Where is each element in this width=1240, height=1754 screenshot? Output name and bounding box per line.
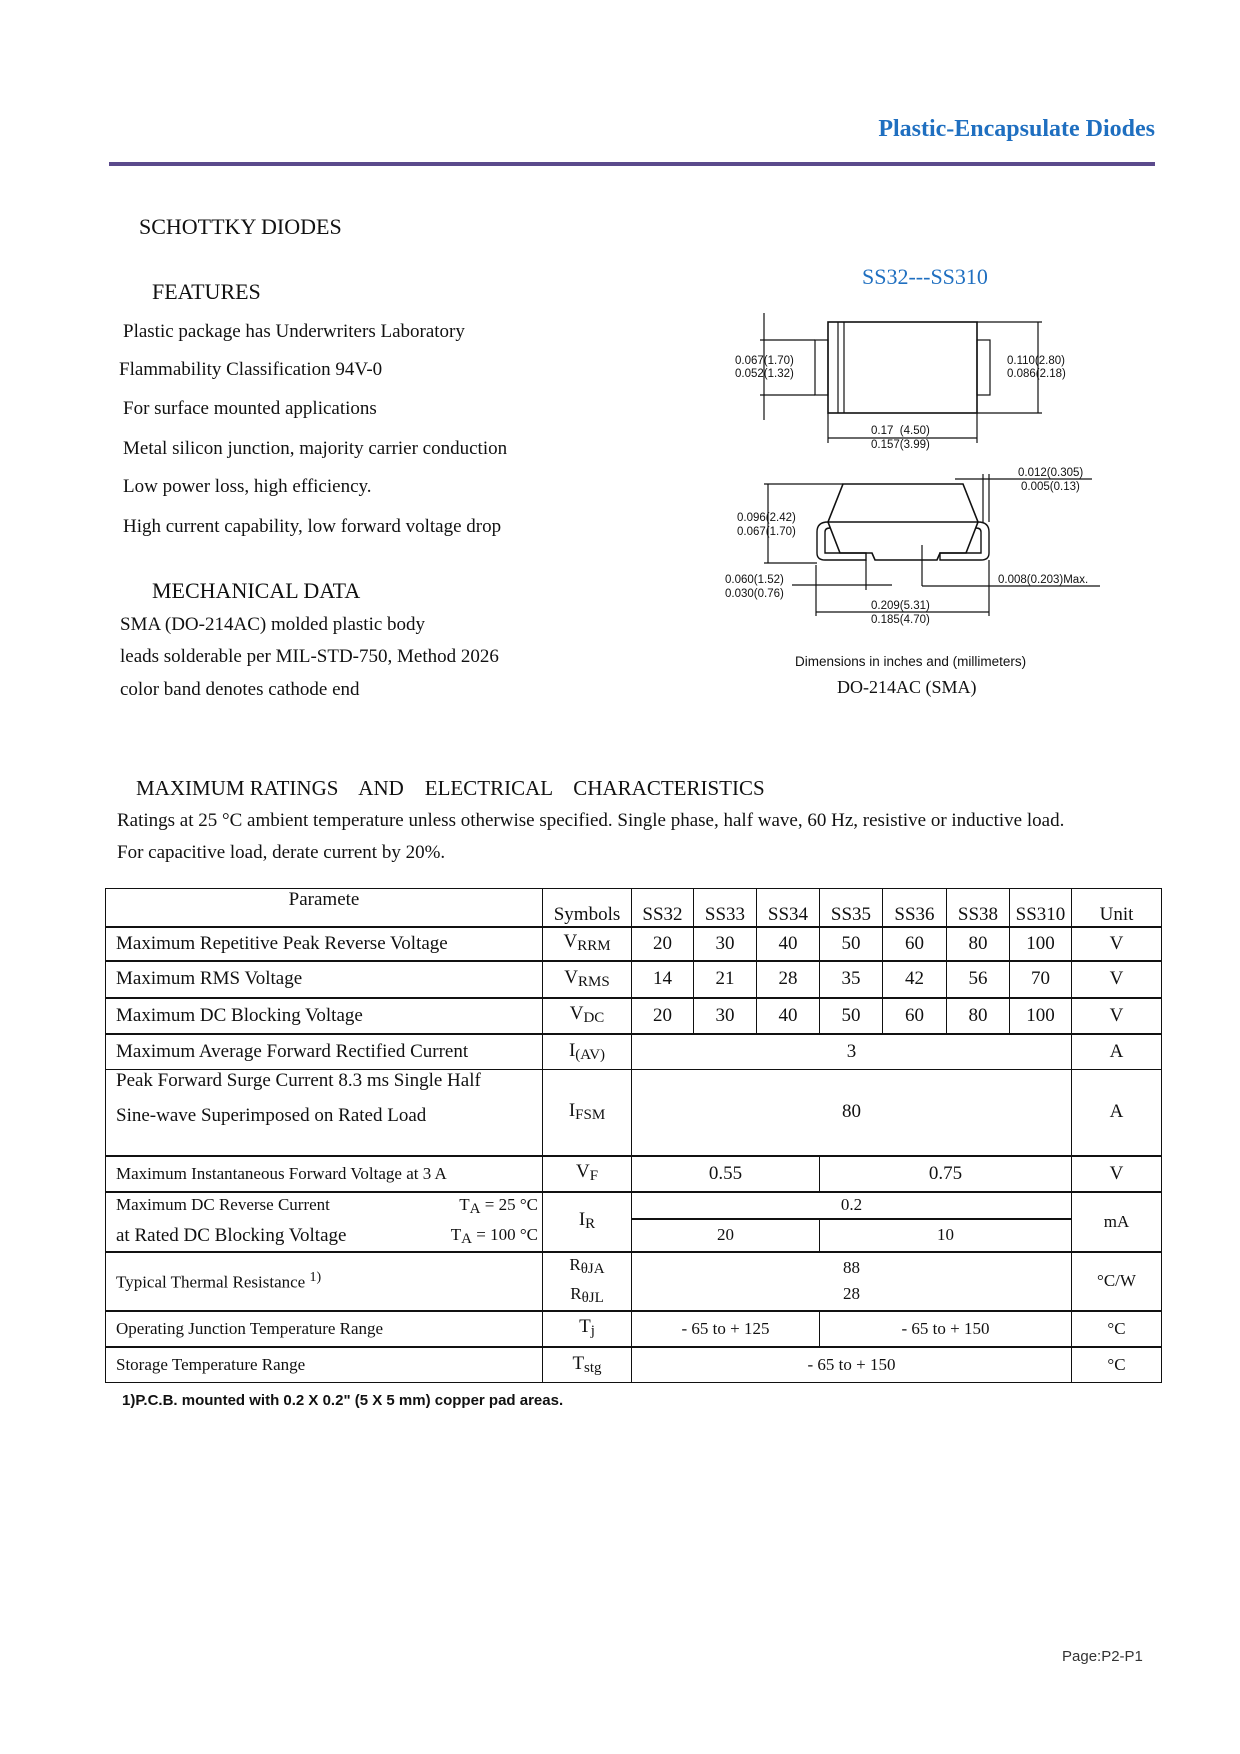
unit-cell: V: [1072, 1156, 1162, 1192]
value-cell: 35: [820, 961, 883, 998]
header-title: Plastic-Encapsulate Diodes: [878, 116, 1155, 142]
table-row: [106, 1192, 1162, 1219]
value-cell: 10: [820, 1219, 1072, 1252]
value-cell: 100: [1010, 998, 1072, 1034]
symbol-cell: [543, 1192, 632, 1252]
symbol-cell: [543, 1070, 632, 1156]
symbol-subscript: F: [589, 1168, 599, 1185]
header-cell: SS32: [632, 889, 694, 927]
symbol-subscript: j: [590, 1323, 595, 1340]
value-cell: 0.2: [632, 1192, 1072, 1219]
header-cell: SS36: [883, 889, 947, 927]
param-cell: Maximum DC Blocking Voltage: [106, 998, 543, 1034]
diagram-caption: Dimensions in inches and (millimeters): [795, 654, 1027, 669]
symbol: V: [564, 966, 579, 988]
unit-cell: mA: [1072, 1192, 1162, 1252]
value-cell: 20: [632, 927, 694, 961]
value-cell: 40: [757, 927, 820, 961]
param-cell: Maximum RMS Voltage: [106, 961, 543, 998]
value-cell: 60: [883, 927, 947, 961]
value-cell: 0.55: [632, 1156, 820, 1192]
symbol-subscript: RMS: [578, 973, 610, 990]
unit-cell: V: [1072, 998, 1162, 1034]
value-cell: 60: [883, 998, 947, 1034]
param-text: Typical Thermal Resistance: [116, 1272, 306, 1292]
symbol-subscript: (AV): [575, 1046, 606, 1063]
table-row: [106, 1156, 1162, 1192]
dim-text: 0.005(0.13): [1021, 481, 1080, 493]
value: 88: [843, 1258, 860, 1278]
unit-cell: V: [1072, 961, 1162, 998]
dim-text: 0.096(2.42): [737, 512, 796, 524]
symbol-cell: [543, 1252, 632, 1311]
table-row: [106, 1070, 1162, 1156]
value-cell: 80: [632, 1070, 1072, 1156]
cond-subscript: A: [461, 1230, 473, 1247]
mechanical-heading: MECHANICAL DATA: [152, 578, 361, 603]
value-cell: - 65 to + 150: [632, 1347, 1072, 1383]
dim-text: 0.030(0.76): [725, 588, 784, 600]
doc-title: SCHOTTKY DIODES: [139, 214, 342, 239]
value-cell: 0.75: [820, 1156, 1072, 1192]
value: 28: [843, 1284, 860, 1303]
feature-item: High current capability, low forward voltage drop: [123, 516, 502, 537]
symbol-subscript: DC: [583, 1010, 605, 1027]
symbol: R: [570, 1284, 582, 1303]
header-cell: SS35: [820, 889, 883, 927]
symbol-subscript: FSM: [575, 1107, 606, 1124]
param-cell: Storage Temperature Range: [106, 1347, 543, 1383]
condition: [459, 1195, 542, 1218]
value-cell: 20: [632, 998, 694, 1034]
value-cell: 20: [632, 1219, 820, 1252]
symbol: T: [572, 1352, 585, 1374]
ratings-note: For capacitive load, derate current by 20%.: [117, 842, 446, 863]
table-row: [106, 1347, 1162, 1383]
dim-text: 0.157(3.99): [871, 439, 930, 451]
cond-value: = 25 °C: [480, 1195, 538, 1215]
unit-cell: V: [1072, 927, 1162, 961]
symbol-subscript: RRM: [577, 938, 611, 955]
cond-value: = 100 °C: [472, 1224, 538, 1244]
param-line: [116, 1225, 542, 1247]
mechanical-item: color band denotes cathode end: [120, 679, 360, 700]
param-cell: Maximum Repetitive Peak Reverse Voltage: [106, 927, 543, 961]
feature-item: Metal silicon junction, majority carrier conduction: [123, 438, 508, 459]
symbol: I: [578, 1209, 586, 1231]
value-cell: 100: [1010, 927, 1072, 961]
table-row: [106, 1311, 1162, 1347]
param-line: Sine-wave Superimposed on Rated Load: [116, 1104, 427, 1126]
value-cell: 30: [694, 998, 757, 1034]
dim-text: 0.185(4.70): [871, 614, 930, 626]
value-cell: 14: [632, 961, 694, 998]
unit-cell: A: [1072, 1070, 1162, 1156]
param-cell: [106, 1070, 543, 1156]
param-text: Maximum DC Reverse Current: [116, 1195, 330, 1215]
side-view: [764, 474, 1100, 616]
param-cell: Operating Junction Temperature Range: [106, 1311, 543, 1347]
symbol: I: [568, 1100, 576, 1122]
value-cell: 80: [947, 998, 1010, 1034]
header-cell: SS34: [757, 889, 820, 927]
ratings-heading: MAXIMUM RATINGS AND ELECTRICAL CHARACTERISTICS: [136, 776, 765, 800]
mechanical-item: leads solderable per MIL-STD-750, Method 2026: [120, 646, 499, 667]
param-line: [116, 1195, 542, 1218]
package-dimension-drawing: [700, 300, 1140, 640]
value-cell: 3: [632, 1034, 1072, 1070]
param-cell: [106, 1252, 543, 1311]
symbol-cell: [543, 1156, 632, 1192]
value-cell: 28: [757, 961, 820, 998]
symbol-cell: [543, 1311, 632, 1347]
value-cell: 70: [1010, 961, 1072, 998]
mechanical-item: SMA (DO-214AC) molded plastic body: [120, 614, 426, 635]
dim-text: 0.067(1.70): [737, 526, 796, 538]
value-cell: 56: [947, 961, 1010, 998]
cond-symbol: T: [450, 1224, 462, 1244]
condition: [451, 1225, 542, 1248]
value-cell: 40: [757, 998, 820, 1034]
symbol-cell: [543, 1347, 632, 1383]
header-cell: SS310: [1010, 889, 1072, 927]
features-heading: FEATURES: [152, 279, 261, 304]
symbol: R: [569, 1254, 581, 1274]
header-cell: SS38: [947, 889, 1010, 927]
dim-text: 0.17 (4.50): [871, 425, 930, 437]
value-cell: 80: [947, 927, 1010, 961]
unit-cell: A: [1072, 1034, 1162, 1070]
table-row: [106, 998, 1162, 1034]
value-cell: [632, 1252, 1072, 1311]
param-text: at Rated DC Blocking Voltage: [116, 1224, 347, 1246]
table-row: [106, 961, 1162, 998]
symbol-subscript: θJL: [581, 1290, 604, 1306]
top-view: [760, 313, 1042, 443]
value-cell: - 65 to + 150: [820, 1311, 1072, 1347]
symbol-subscript: θJA: [580, 1260, 605, 1277]
symbol-cell: [543, 961, 632, 998]
footnote: 1)P.C.B. mounted with 0.2 X 0.2" (5 X 5 mm) copper pad areas.: [122, 1392, 564, 1409]
param-cell: [106, 1192, 543, 1252]
dim-text: 0.086(2.18): [1007, 368, 1066, 380]
header-cell: SS33: [694, 889, 757, 927]
ratings-note: Ratings at 25 °C ambient temperature unless otherwise specified. Single phase, half wave, 60 Hz, resistive or inductive load.: [117, 810, 1065, 831]
ratings-table: [105, 888, 1162, 1383]
dim-text: 0.060(1.52): [725, 574, 784, 586]
footnote-ref: 1): [309, 1269, 322, 1285]
dim-text: 0.110(2.80): [1007, 355, 1065, 367]
symbol: V: [575, 1161, 590, 1183]
header-divider: [109, 162, 1155, 166]
param-cell: Maximum Instantaneous Forward Voltage at 3 A: [106, 1156, 543, 1192]
dim-text: 0.209(5.31): [871, 600, 930, 612]
cond-subscript: A: [469, 1201, 481, 1218]
symbol-cell: [543, 998, 632, 1034]
table-header-row: [106, 889, 1162, 927]
value-cell: - 65 to + 125: [632, 1311, 820, 1347]
dim-text: 0.008(0.203)Max.: [998, 574, 1089, 586]
cond-symbol: T: [459, 1195, 470, 1215]
symbol: T: [579, 1316, 591, 1338]
param-cell: Maximum Average Forward Rectified Current: [106, 1034, 543, 1070]
symbol: I: [568, 1039, 576, 1061]
page-number: Page:P2-P1: [1062, 1648, 1143, 1665]
part-range: SS32---SS310: [862, 264, 988, 289]
unit-cell: °C: [1072, 1347, 1162, 1383]
table-row: [106, 1034, 1162, 1070]
value-cell: 21: [694, 961, 757, 998]
header-cell: Unit: [1072, 889, 1162, 927]
header-cell: Symbols: [543, 889, 632, 927]
table-row: [106, 1252, 1162, 1311]
value-cell: 50: [820, 998, 883, 1034]
table-row: [106, 927, 1162, 961]
feature-item: Plastic package has Underwriters Laboratory: [123, 321, 465, 342]
value-cell: 42: [883, 961, 947, 998]
dim-text: 0.012(0.305): [1018, 467, 1084, 479]
symbol-subscript: R: [585, 1216, 596, 1233]
unit-cell: °C: [1072, 1311, 1162, 1347]
feature-item: Flammability Classification 94V-0: [119, 359, 383, 380]
feature-item: Low power loss, high efficiency.: [123, 476, 372, 497]
dim-text: 0.052(1.32): [735, 368, 794, 380]
symbol: V: [569, 1003, 584, 1025]
symbol-cell: [543, 1034, 632, 1070]
header-cell: Paramete: [106, 889, 543, 927]
symbol-subscript: stg: [584, 1359, 602, 1376]
value-cell: 30: [694, 927, 757, 961]
symbol-cell: [543, 927, 632, 961]
param-line: Peak Forward Surge Current 8.3 ms Single Half: [116, 1070, 481, 1091]
dim-text: 0.067(1.70): [735, 355, 794, 367]
unit-cell: °C/W: [1072, 1252, 1162, 1311]
value-cell: 50: [820, 927, 883, 961]
symbol: V: [563, 931, 578, 953]
feature-item: For surface mounted applications: [123, 398, 377, 419]
package-name: DO-214AC (SMA): [837, 677, 977, 697]
